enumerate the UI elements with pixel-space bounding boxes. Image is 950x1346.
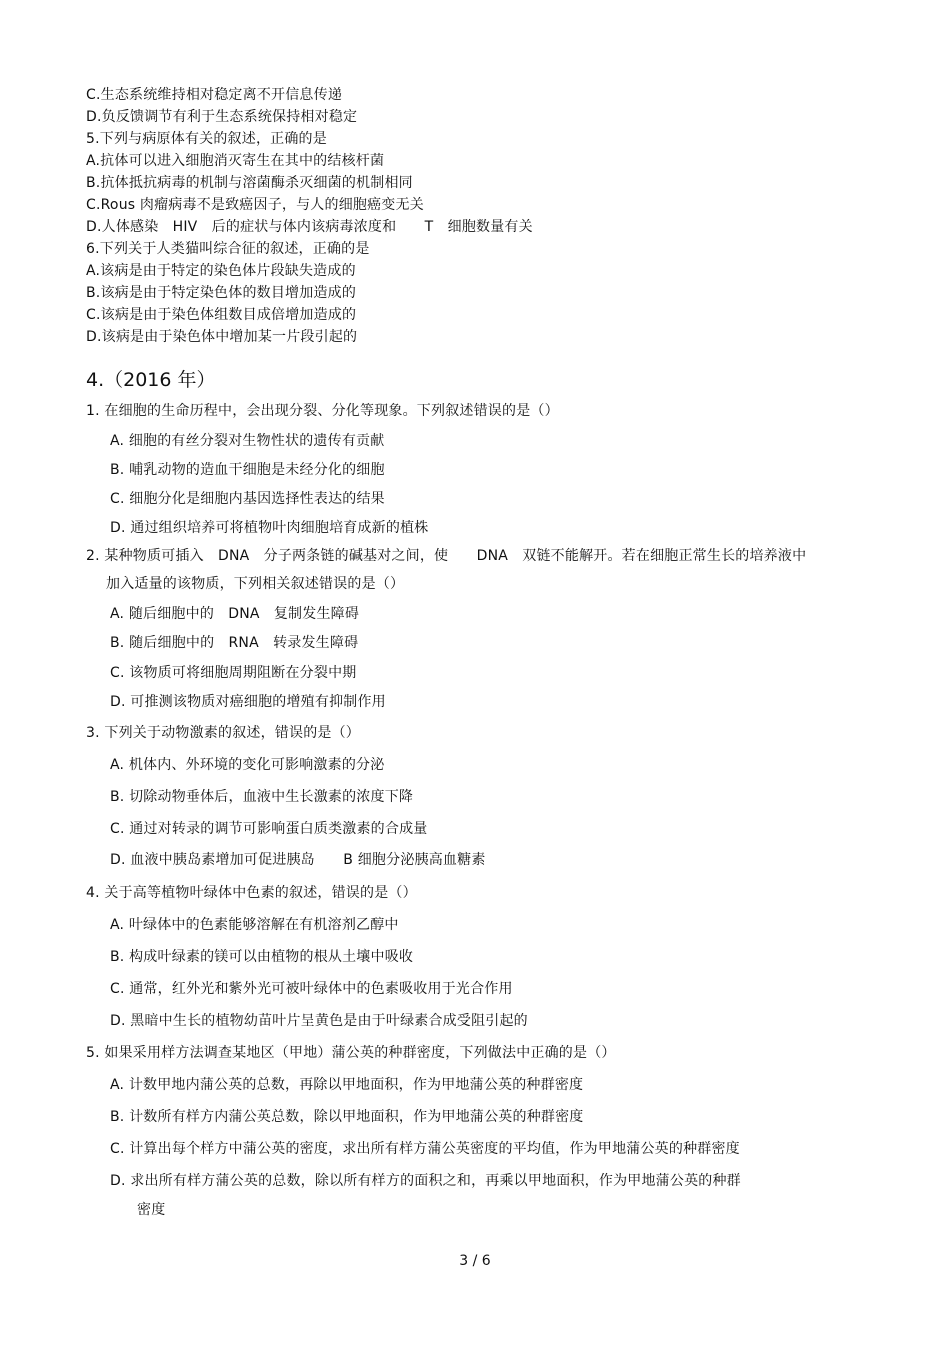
intro-line: C.生态系统维持相对稳定离不开信息传递 — [86, 87, 343, 103]
question-option: C. 该物质可将细胞周期阻断在分裂中期 — [110, 665, 357, 681]
question-option: C. 细胞分化是细胞内基因选择性表达的结果 — [110, 491, 385, 507]
intro-line: B.该病是由于特定染色体的数目增加造成的 — [86, 285, 357, 301]
question-option: B. 哺乳动物的造血干细胞是未经分化的细胞 — [110, 462, 385, 478]
question-option: D. 可推测该物质对癌细胞的增殖有抑制作用 — [110, 694, 386, 710]
intro-line: A.该病是由于特定的染色体片段缺失造成的 — [86, 263, 356, 279]
question-stem: 2. 某种物质可插入 DNA 分子两条链的碱基对之间，使 DNA 双链不能解开。若在细胞正常生长的培养液中 — [86, 548, 807, 564]
question-stem: 5. 如果采用样方法调查某地区（甲地）蒲公英的种群密度，下列做法中正确的是（） — [86, 1045, 616, 1061]
section-title: 4.（2016 年） — [86, 369, 216, 391]
question-option: B. 随后细胞中的 RNA 转录发生障碍 — [110, 635, 359, 651]
intro-line: A.抗体可以进入细胞消灭寄生在其中的结核杆菌 — [86, 153, 385, 169]
intro-line: C.该病是由于染色体组数目成倍增加造成的 — [86, 307, 357, 323]
question-option: C. 通过对转录的调节可影响蛋白质类激素的合成量 — [110, 821, 428, 837]
intro-line: 6.下列关于人类猫叫综合征的叙述，正确的是 — [86, 241, 370, 257]
intro-line: B.抗体抵抗病毒的机制与溶菌酶杀灭细菌的机制相同 — [86, 175, 413, 191]
intro-line: D.人体感染 HIV 后的症状与体内该病毒浓度和 T 细胞数量有关 — [86, 219, 533, 235]
intro-line: D.该病是由于染色体中增加某一片段引起的 — [86, 329, 358, 345]
question-option: A. 计数甲地内蒲公英的总数，再除以甲地面积，作为甲地蒲公英的种群密度 — [110, 1077, 584, 1093]
intro-line: C.Rous 肉瘤病毒不是致癌因子，与人的细胞癌变无关 — [86, 197, 424, 213]
question-option: C. 通常，红外光和紫外光可被叶绿体中的色素吸收用于光合作用 — [110, 981, 513, 997]
intro-line: D.负反馈调节有利于生态系统保持相对稳定 — [86, 109, 358, 125]
question-option: B. 切除动物垂体后，血液中生长激素的浓度下降 — [110, 789, 414, 805]
question-option: A. 细胞的有丝分裂对生物性状的遗传有贡献 — [110, 433, 385, 449]
question-option: B. 构成叶绿素的镁可以由植物的根从土壤中吸收 — [110, 949, 414, 965]
question-option: A. 机体内、外环境的变化可影响激素的分泌 — [110, 757, 385, 773]
question-option: A. 随后细胞中的 DNA 复制发生障碍 — [110, 606, 360, 622]
question-stem: 4. 关于高等植物叶绿体中色素的叙述，错误的是（） — [86, 885, 417, 901]
question-option: A. 叶绿体中的色素能够溶解在有机溶剂乙醇中 — [110, 917, 399, 933]
question-option-continuation: 密度 — [137, 1202, 166, 1218]
question-option: C. 计算出每个样方中蒲公英的密度，求出所有样方蒲公英密度的平均值，作为甲地蒲公英的种群密度 — [110, 1141, 740, 1157]
question-stem: 加入适量的该物质，下列相关叙述错误的是（） — [106, 576, 405, 592]
question-option: D. 血液中胰岛素增加可促进胰岛 B 细胞分泌胰高血糖素 — [110, 852, 486, 868]
question-stem: 1. 在细胞的生命历程中，会出现分裂、分化等现象。下列叙述错误的是（） — [86, 403, 559, 419]
question-option: D. 黑暗中生长的植物幼苗叶片呈黄色是由于叶绿素合成受阻引起的 — [110, 1013, 528, 1029]
intro-line: 5.下列与病原体有关的叙述，正确的是 — [86, 131, 327, 147]
question-stem: 3. 下列关于动物激素的叙述，错误的是（） — [86, 725, 361, 741]
question-option: D. 求出所有样方蒲公英的总数，除以所有样方的面积之和，再乘以甲地面积，作为甲地蒲公英的种群 — [110, 1173, 741, 1189]
page-number: 3 / 6 — [459, 1253, 491, 1269]
question-option: D. 通过组织培养可将植物叶肉细胞培育成新的植株 — [110, 520, 429, 536]
question-option: B. 计数所有样方内蒲公英总数，除以甲地面积，作为甲地蒲公英的种群密度 — [110, 1109, 584, 1125]
